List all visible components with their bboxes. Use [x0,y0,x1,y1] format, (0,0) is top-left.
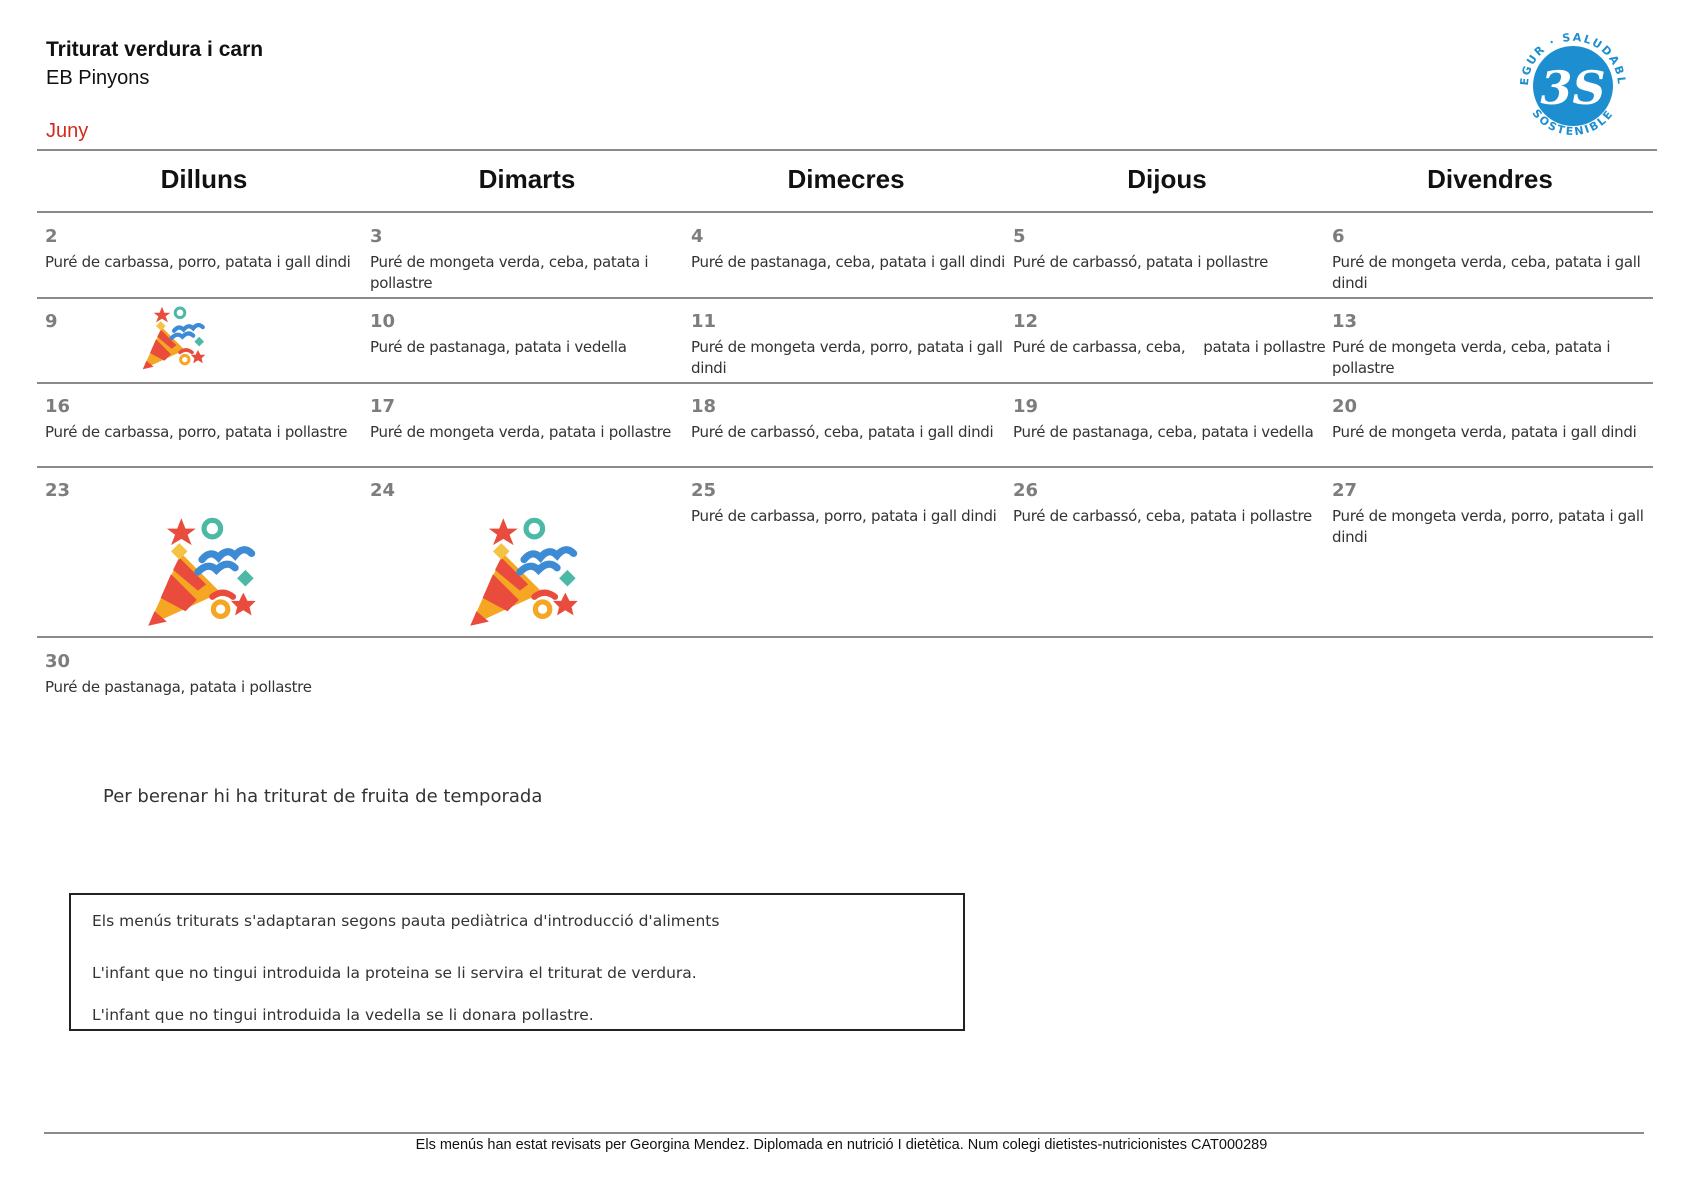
weekday-header-friday: Divendres [1427,164,1553,194]
snack-note: Per berenar hi ha triturat de fruita de temporada [103,786,543,807]
day-number: 10 [370,311,396,332]
day-number: 2 [45,226,58,247]
menu-dish: Puré de mongeta verda, ceba, patata i pollastre [370,253,649,292]
day-number: 30 [45,651,71,672]
day-number: 9 [45,311,58,332]
school-name: EB Pinyons [46,67,150,89]
svg-text:SOSTENIBLE: SOSTENIBLE [1529,106,1617,139]
calendar-day [691,311,1007,379]
day-number: 16 [45,396,71,417]
menu-dish: Puré de carbassa, ceba, patata i pollastre [1013,338,1326,356]
party-popper-icon [140,510,264,634]
menu-dish: Puré de carbassó, ceba, patata i pollastre [1013,507,1312,525]
weekday-header-tuesday: Dimarts [478,164,576,194]
day-number: 27 [1332,480,1358,501]
menu-dish: Puré de mongeta verda, patata i pollastre [370,423,672,441]
day-number: 24 [370,480,396,501]
menu-dish: Puré de mongeta verda, ceba, patata i pollastre [1332,338,1611,377]
menu-dish: Puré de pastanaga, ceba, patata i gall dindi [691,253,1005,271]
day-number: 5 [1013,226,1026,247]
calendar-day [691,480,1007,527]
info-box [69,893,965,1031]
calendar-day [1332,396,1648,443]
calendar-day [370,480,686,506]
weekday-header-wednesday: Dimecres [787,164,905,194]
menu-dish: Puré de mongeta verda, porro, patata i gall dindi [691,338,1003,377]
calendar-day [1332,226,1658,294]
calendar-day [1332,311,1648,379]
info-line: L'infant que no tingui introduida la proteina se li servira el triturat de verdura. [92,964,697,982]
day-number: 6 [1332,226,1345,247]
calendar-day [691,226,1007,273]
calendar-day [45,480,361,506]
calendar-day [370,311,686,358]
day-number: 11 [691,311,717,332]
menu-dish: Puré de mongeta verda, ceba, patata i gall dindi [1332,253,1641,292]
calendar-day [45,396,361,443]
calendar-day [45,226,361,273]
menu-dish: Puré de pastanaga, patata i vedella [370,338,627,356]
svg-text:SEGUR · SALUDABLE: EGUR · SALUDABL [1517,30,1629,87]
info-line: Els menús triturats s'adaptaran segons pauta pediàtrica d'introducció d'aliments [92,912,720,930]
calendar-day [370,396,686,443]
weekday-header-thursday: Dijous [1127,164,1207,194]
calendar-day [370,226,686,294]
calendar-day [691,396,1007,443]
menu-dish: Puré de pastanaga, ceba, patata i vedella [1013,423,1314,441]
menu-dish: Puré de mongeta verda, porro, patata i gall dindi [1332,507,1644,546]
info-line: L'infant que no tingui introduida la vedella se li donara pollastre. [92,1006,594,1024]
calendar-day [1332,480,1648,548]
calendar-day [1013,226,1329,273]
day-number: 4 [691,226,704,247]
footer-credit: Els menús han estat revisats per Georgina Mendez. Diplomada en nutrició I dietètica. Num colegi dietistes-nutricionistes CAT000289 [415,1137,1268,1153]
menu-dish: Puré de carbassa, porro, patata i gall dindi [45,253,351,271]
day-number: 26 [1013,480,1039,501]
week-rule [37,466,1653,468]
day-number: 18 [691,396,717,417]
calendar-day [45,651,361,698]
menu-dish: Puré de pastanaga, patata i pollastre [45,678,312,696]
menu-dish: Puré de mongeta verda, patata i gall dindi [1332,423,1637,441]
header-rule [37,149,1657,151]
week-rule [37,636,1653,638]
page-title: Triturat verdura i carn [46,38,264,61]
day-number: 20 [1332,396,1358,417]
day-number: 12 [1013,311,1039,332]
day-number: 13 [1332,311,1358,332]
day-number: 25 [691,480,717,501]
week-rule [37,382,1653,384]
footer-rule [44,1132,1644,1134]
seal-logo [1508,24,1638,148]
calendar-day [1013,480,1329,527]
menu-dish: Puré de carbassó, ceba, patata i gall dindi [691,423,994,441]
weekday-rule [37,211,1653,213]
menu-dish: Puré de carbassa, porro, patata i gall dindi [691,507,997,525]
day-number: 19 [1013,396,1039,417]
svg-text:3S: 3S [1540,61,1606,115]
menu-dish: Puré de carbassa, porro, patata i pollastre [45,423,348,441]
calendar-day [1013,396,1329,443]
day-number: 23 [45,480,71,501]
month-label: Juny [46,120,89,142]
weekday-header-monday: Dilluns [160,164,248,194]
day-number: 17 [370,396,396,417]
menu-dish: Puré de carbassó, patata i pollastre [1013,253,1269,271]
calendar-day [1013,311,1329,358]
day-number: 3 [370,226,383,247]
week-rule [37,297,1653,299]
party-popper-icon [138,302,210,374]
party-popper-icon [462,510,586,634]
